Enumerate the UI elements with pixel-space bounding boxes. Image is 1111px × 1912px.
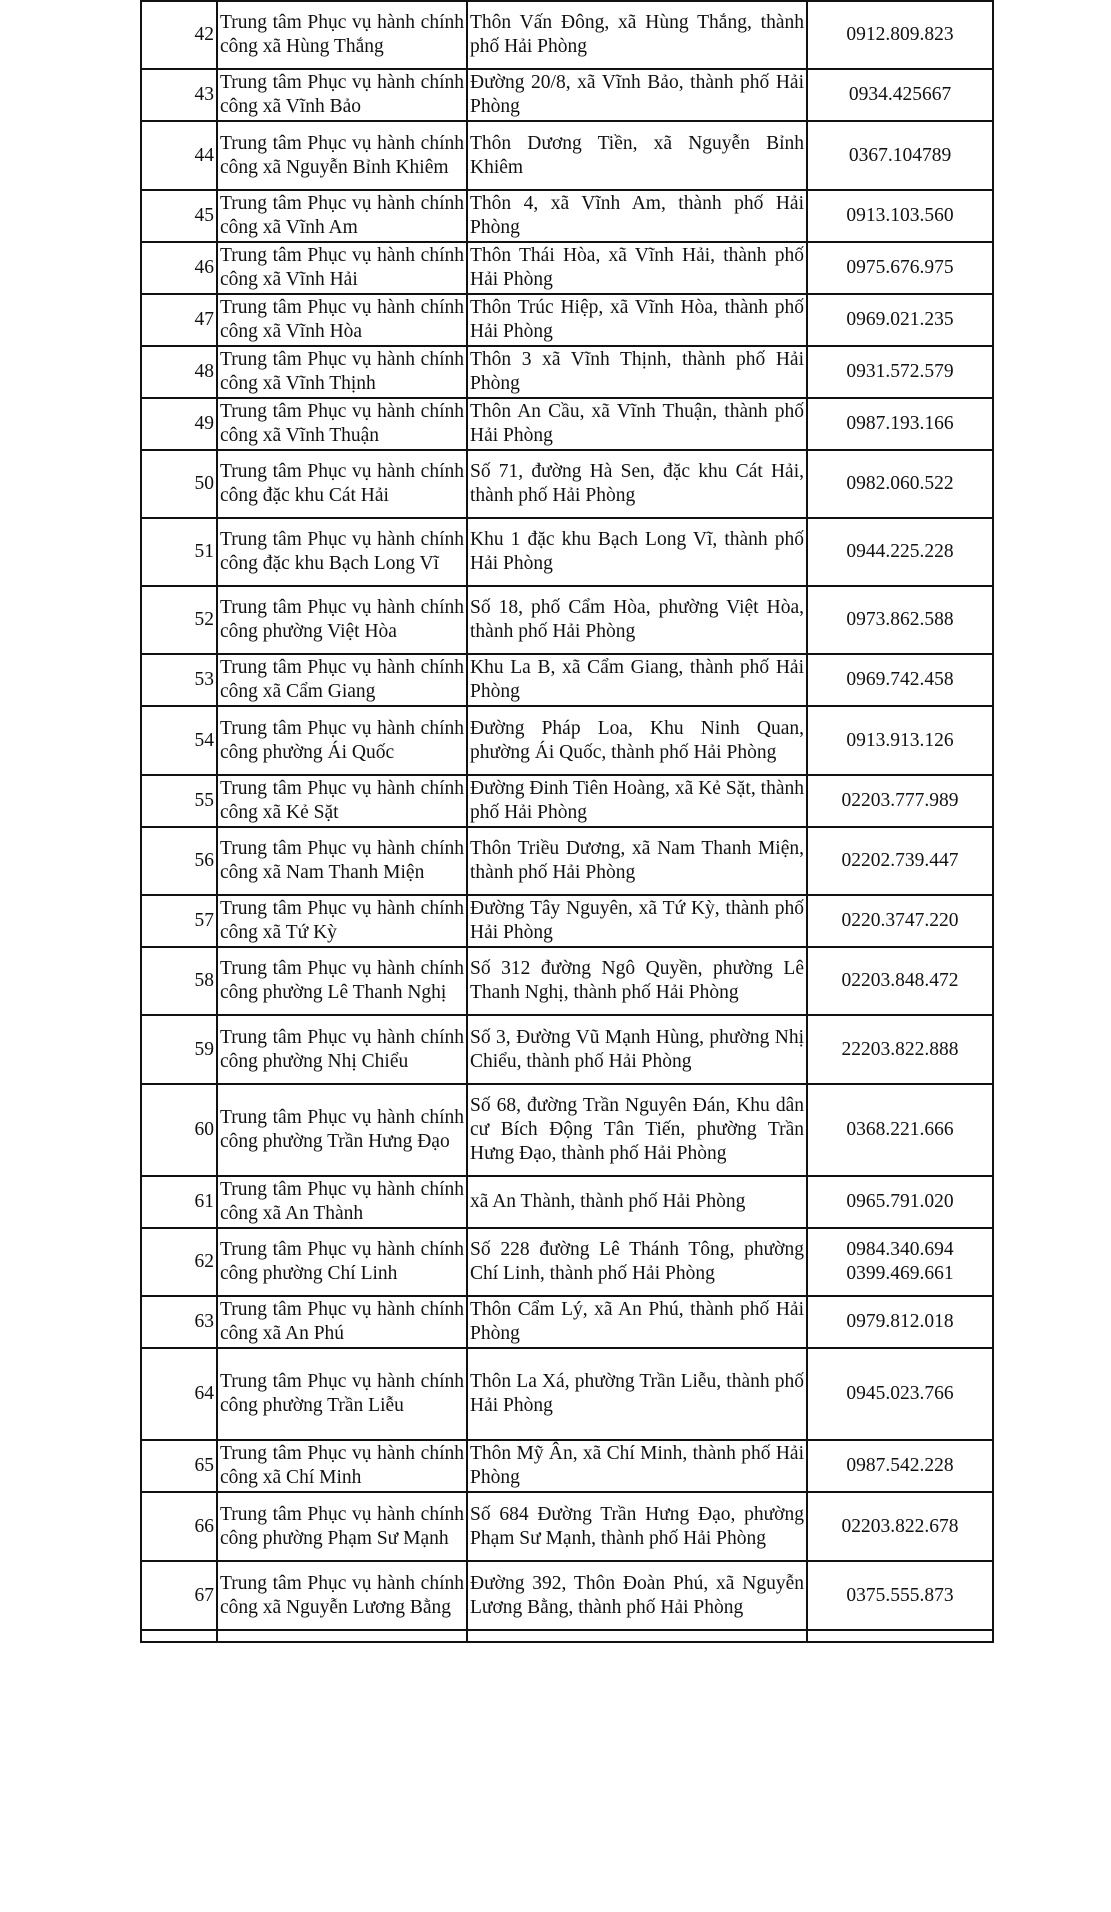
phone-number: 0965.791.020 [846,1191,954,1212]
table-row [141,190,993,242]
center-name: Trung tâm Phục vụ hành chính công phường Phạm Sư Mạnh [217,1492,467,1561]
table-row [141,294,993,346]
table-row [141,69,993,121]
phone-number: 02203.777.989 [841,790,959,811]
phone-cell [807,775,993,827]
center-name: Trung tâm Phục vụ hành chính công phường Trần Liễu [217,1348,467,1440]
table-row [141,895,993,947]
center-name: Trung tâm Phục vụ hành chính công xã Vĩnh Hải [217,242,467,294]
center-name: Trung tâm Phục vụ hành chính công xã Hùng Thắng [217,1,467,69]
phone-number: 0399.469.661 [846,1263,954,1284]
center-address: Đường 20/8, xã Vĩnh Bảo, thành phố Hải Phòng [467,69,807,121]
phone-number: 0931.572.579 [846,361,954,382]
table-row [141,450,993,518]
row-number: 54 [141,706,217,775]
center-address: Thôn Dương Tiền, xã Nguyễn Bỉnh Khiêm [467,121,807,190]
table-row [141,1492,993,1561]
phone-number: 0984.340.694 [846,1239,954,1260]
center-address: Thôn Mỹ Ân, xã Chí Minh, thành phố Hải Phòng [467,1440,807,1492]
table-row [141,1084,993,1176]
row-number: 49 [141,398,217,450]
row-number: 52 [141,586,217,654]
phone-number: 0913.913.126 [846,729,954,751]
phone-number: 0975.676.975 [846,257,954,278]
phone-number: 0982.060.522 [846,473,954,494]
center-name: Trung tâm Phục vụ hành chính công xã Chí Minh [217,1440,467,1492]
center-address: Số 71, đường Hà Sen, đặc khu Cát Hải, thành phố Hải Phòng [467,450,807,518]
center-name: Trung tâm Phục vụ hành chính công xã Nam Thanh Miện [217,827,467,895]
center-address: Đường Tây Nguyên, xã Tứ Kỳ, thành phố Hải Phòng [467,895,807,947]
phone-number: 0987.542.228 [846,1455,954,1476]
phone-number: 0934.425667 [848,84,952,105]
phone-cell [807,190,993,242]
phone-cell [807,1,993,69]
empty-cell [217,1630,467,1642]
center-name: Trung tâm Phục vụ hành chính công xã Nguyễn Lương Bằng [217,1561,467,1630]
center-address: Số 18, phố Cẩm Hòa, phường Việt Hòa, thành phố Hải Phòng [467,586,807,654]
row-number: 60 [141,1084,217,1176]
phone-number: 0912.809.823 [846,24,954,45]
center-name: Trung tâm Phục vụ hành chính công phường Ái Quốc [217,706,467,775]
phone-cell [807,827,993,895]
table-row [141,775,993,827]
table-row [141,654,993,706]
table-row [141,706,993,775]
table-row [141,586,993,654]
center-name: Trung tâm Phục vụ hành chính công phường Việt Hòa [217,586,467,654]
phone-cell [807,654,993,706]
phone-number: 0913.103.560 [846,205,954,226]
phone-number: 02202.739.447 [841,850,959,871]
phone-cell [807,947,993,1015]
phone-number: 0969.021.235 [846,309,954,330]
row-number: 59 [141,1015,217,1084]
center-address: Thôn 4, xã Vĩnh Am, thành phố Hải Phòng [467,190,807,242]
phone-number: 0368.221.666 [846,1119,954,1140]
table-row [141,1561,993,1630]
row-number: 65 [141,1440,217,1492]
phone-cell [807,1492,993,1561]
center-name: Trung tâm Phục vụ hành chính công phường Nhị Chiểu [217,1015,467,1084]
table-row [141,1440,993,1492]
table-row [141,242,993,294]
phone-number: 0979.812.018 [846,1311,954,1332]
center-name: Trung tâm Phục vụ hành chính công xã Vĩnh Bảo [217,69,467,121]
center-name: Trung tâm Phục vụ hành chính công xã Vĩnh Hòa [217,294,467,346]
center-address: Thôn Triều Dương, xã Nam Thanh Miện, thành phố Hải Phòng [467,827,807,895]
empty-cell [807,1630,993,1642]
center-address: Số 228 đường Lê Thánh Tông, phường Chí Linh, thành phố Hải Phòng [467,1228,807,1296]
row-number: 48 [141,346,217,398]
phone-number: 0220.3747.220 [841,910,959,931]
center-name: Trung tâm Phục vụ hành chính công xã An Thành [217,1176,467,1228]
phone-cell [807,346,993,398]
center-address: xã An Thành, thành phố Hải Phòng [467,1176,807,1228]
row-number: 57 [141,895,217,947]
phone-cell [807,1348,993,1440]
phone-cell [807,518,993,586]
phone-number: 0367.104789 [848,144,952,166]
center-address: Khu 1 đặc khu Bạch Long Vĩ, thành phố Hải Phòng [467,518,807,586]
phone-cell [807,450,993,518]
phone-cell [807,1228,993,1296]
empty-cell [141,1630,217,1642]
next-row-fragment [141,1630,993,1642]
row-number: 51 [141,518,217,586]
phone-cell [807,1440,993,1492]
row-number: 58 [141,947,217,1015]
phone-cell [807,586,993,654]
phone-number: 0987.193.166 [846,413,954,434]
row-number: 53 [141,654,217,706]
phone-cell [807,1176,993,1228]
center-address: Đường 392, Thôn Đoàn Phú, xã Nguyễn Lương Bằng, thành phố Hải Phòng [467,1561,807,1630]
center-address: Thôn La Xá, phường Trần Liễu, thành phố Hải Phòng [467,1348,807,1440]
center-address: Thôn Cẩm Lý, xã An Phú, thành phố Hải Phòng [467,1296,807,1348]
phone-number: 0375.555.873 [846,1584,954,1606]
center-name: Trung tâm Phục vụ hành chính công xã An Phú [217,1296,467,1348]
phone-cell [807,1084,993,1176]
phone-number: 0945.023.766 [846,1383,954,1404]
table-row [141,518,993,586]
phone-cell [807,1296,993,1348]
phone-cell [807,121,993,190]
table-body [141,1,993,1642]
center-address: Thôn An Cầu, xã Vĩnh Thuận, thành phố Hải Phòng [467,398,807,450]
center-address: Đường Pháp Loa, Khu Ninh Quan, phường Ái Quốc, thành phố Hải Phòng [467,706,807,775]
row-number: 50 [141,450,217,518]
row-number: 43 [141,69,217,121]
center-name: Trung tâm Phục vụ hành chính công xã Tứ Kỳ [217,895,467,947]
center-name: Trung tâm Phục vụ hành chính công xã Vĩnh Thuận [217,398,467,450]
center-address: Thôn 3 xã Vĩnh Thịnh, thành phố Hải Phòng [467,346,807,398]
center-address: Thôn Thái Hòa, xã Vĩnh Hải, thành phố Hải Phòng [467,242,807,294]
center-address: Đường Đinh Tiên Hoàng, xã Kẻ Sặt, thành phố Hải Phòng [467,775,807,827]
center-name: Trung tâm Phục vụ hành chính công xã Kẻ Sặt [217,775,467,827]
phone-number: 02203.822.678 [841,1515,959,1537]
empty-cell [467,1630,807,1642]
phone-cell [807,69,993,121]
row-number: 47 [141,294,217,346]
row-number: 62 [141,1228,217,1296]
center-name: Trung tâm Phục vụ hành chính công đặc khu Cát Hải [217,450,467,518]
center-name: Trung tâm Phục vụ hành chính công xã Vĩnh Thịnh [217,346,467,398]
service-center-table [140,0,994,1643]
row-number: 56 [141,827,217,895]
table-row [141,1348,993,1440]
table-row [141,1228,993,1296]
table-row [141,827,993,895]
table-row [141,346,993,398]
phone-cell [807,1015,993,1084]
phone-cell [807,706,993,775]
phone-number: 0973.862.588 [846,609,954,630]
row-number: 64 [141,1348,217,1440]
center-name: Trung tâm Phục vụ hành chính công xã Vĩnh Am [217,190,467,242]
center-address: Số 3, Đường Vũ Mạnh Hùng, phường Nhị Chiểu, thành phố Hải Phòng [467,1015,807,1084]
center-name: Trung tâm Phục vụ hành chính công đặc khu Bạch Long Vĩ [217,518,467,586]
table-row [141,1,993,69]
center-name: Trung tâm Phục vụ hành chính công phường Lê Thanh Nghị [217,947,467,1015]
phone-cell [807,895,993,947]
phone-cell [807,1561,993,1630]
table-row [141,947,993,1015]
row-number: 46 [141,242,217,294]
center-address: Khu La B, xã Cẩm Giang, thành phố Hải Phòng [467,654,807,706]
center-address: Thôn Vấn Đông, xã Hùng Thắng, thành phố Hải Phòng [467,1,807,69]
table-row [141,1296,993,1348]
row-number: 55 [141,775,217,827]
center-name: Trung tâm Phục vụ hành chính công xã Nguyễn Bỉnh Khiêm [217,121,467,190]
center-address: Thôn Trúc Hiệp, xã Vĩnh Hòa, thành phố Hải Phòng [467,294,807,346]
row-number: 44 [141,121,217,190]
phone-cell [807,398,993,450]
table-row [141,1015,993,1084]
center-name: Trung tâm Phục vụ hành chính công xã Cẩm Giang [217,654,467,706]
center-address: Số 684 Đường Trần Hưng Đạo, phường Phạm Sư Mạnh, thành phố Hải Phòng [467,1492,807,1561]
row-number: 66 [141,1492,217,1561]
phone-cell [807,242,993,294]
phone-number: 02203.848.472 [841,970,959,991]
phone-cell [807,294,993,346]
table-row [141,1176,993,1228]
phone-number: 0944.225.228 [846,541,954,562]
row-number: 61 [141,1176,217,1228]
row-number: 67 [141,1561,217,1630]
center-address: Số 68, đường Trần Nguyên Đán, Khu dân cư Bích Động Tân Tiến, phường Trần Hưng Đạo, thành phố Hải Phòng [467,1084,807,1176]
phone-number: 22203.822.888 [841,1038,959,1060]
row-number: 63 [141,1296,217,1348]
table-row [141,121,993,190]
center-name: Trung tâm Phục vụ hành chính công phường Chí Linh [217,1228,467,1296]
center-name: Trung tâm Phục vụ hành chính công phường Trần Hưng Đạo [217,1084,467,1176]
table-row [141,398,993,450]
row-number: 42 [141,1,217,69]
phone-number: 0969.742.458 [846,669,954,690]
center-address: Số 312 đường Ngô Quyền, phường Lê Thanh Nghị, thành phố Hải Phòng [467,947,807,1015]
row-number: 45 [141,190,217,242]
